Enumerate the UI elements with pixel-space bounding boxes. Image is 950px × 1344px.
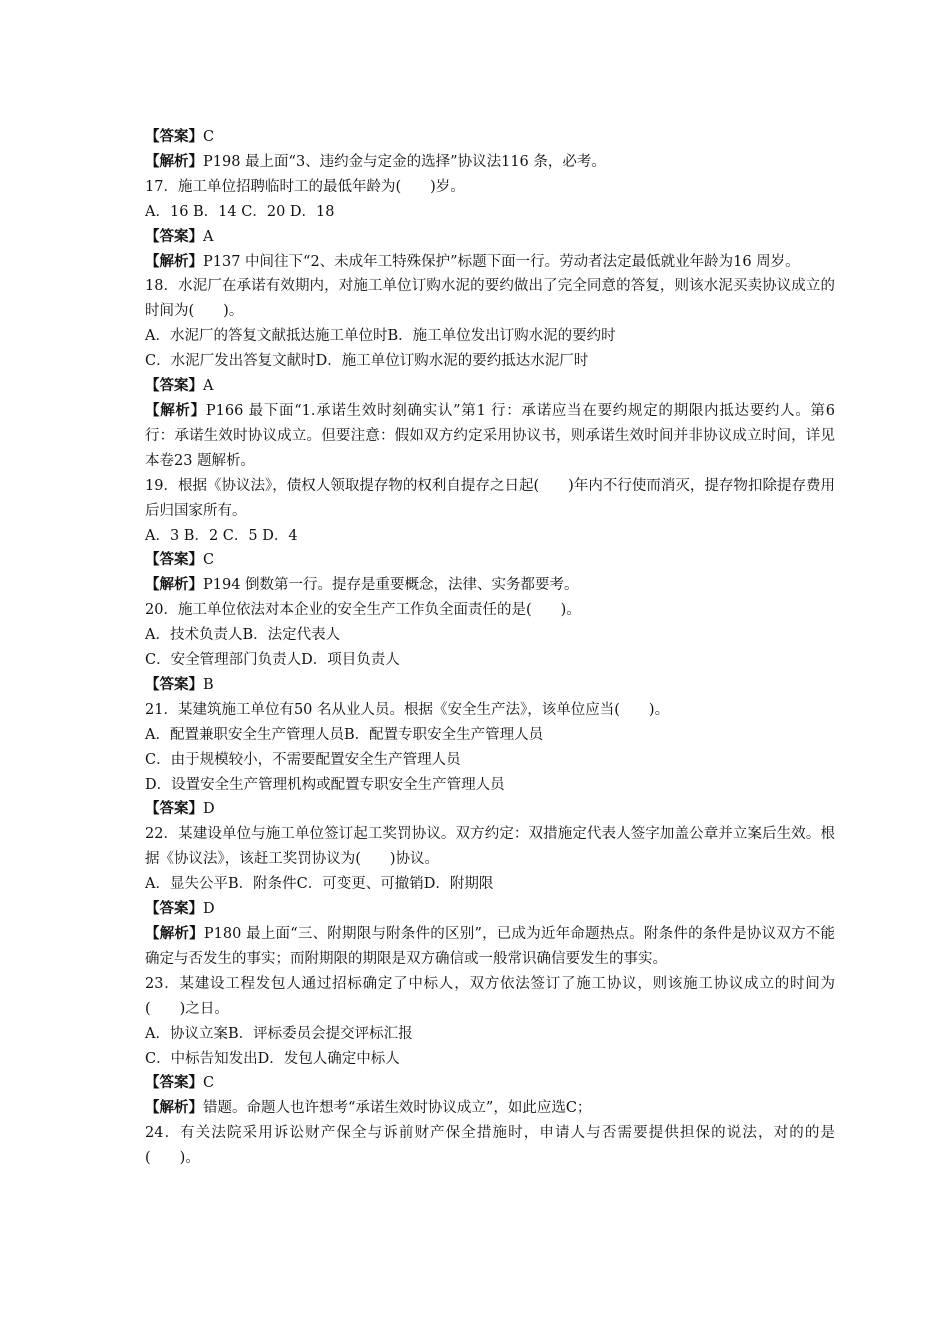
answer-line [145,125,835,150]
question-options: A．16 B．14 C．20 D．18 [145,203,335,220]
question-option: A．技术负责人B．法定代表人 [145,627,341,644]
question-option: A．协议立案B．评标委员会提交评标汇报 [145,1025,413,1042]
question-stem: 19．根据《协议法》，债权人领取提存物的权利自提存之日起( )年内不行使而消灭，提存物扣除提存费用后归国家所有。 [145,477,835,519]
answer-label: 【答案】 [145,377,203,395]
question-option: A．配置兼职安全生产管理人员B．配置专职安全生产管理人员 [145,726,544,743]
question-option: C．由于规模较小，不需要配置安全生产管理人员 [145,751,461,768]
answer-line [145,797,835,822]
question-option: C．水泥厂发出答复文献时D．施工单位订购水泥的要约抵达水泥厂时 [145,353,589,370]
answer-value: A [203,228,214,245]
analysis-label: 【解析】 [145,252,203,270]
answer-value: C [203,1075,215,1092]
question-stem: 22．某建设单位与施工单位签订起工奖罚协议。双方约定：双措施定代表人签字加盖公章并立案后生效。根据《协议法》，该赶工奖罚协议为( )协议。 [145,826,835,868]
analysis-label: 【解析】 [145,1099,203,1117]
analysis-line [145,399,835,474]
answer-line [145,1071,835,1096]
answer-line [145,673,835,698]
analysis-text: P166 最下面“1.承诺生效时刻确实认”第1 行：承诺应当在要约规定的期限内抵达要约人。第6 行：承诺生效时协议成立。但要注意：假如双方约定采用协议书，则承诺生效时间并非协议成立时间，详见本卷23 题解析。 [145,402,835,469]
answer-line [145,225,835,250]
answer-label: 【答案】 [145,800,203,818]
answer-label: 【答案】 [145,227,203,245]
analysis-line [145,250,835,275]
analysis-line [145,922,835,972]
question-option: D．设置安全生产管理机构或配置专职安全生产管理人员 [145,776,505,793]
question-stem: 18．水泥厂在承诺有效期内，对施工单位订购水泥的要约做出了完全同意的答复，则该水泥买卖协议成立的时间为( )。 [145,278,835,320]
answer-value: D [203,801,215,818]
analysis-line [145,573,835,598]
question-stem: 17．施工单位招聘临时工的最低年龄为( )岁。 [145,178,465,195]
document-page [145,125,835,1171]
answer-value: D [203,901,215,918]
answer-value: B [203,676,214,693]
analysis-line [145,1096,835,1121]
question-stem: 21．某建筑施工单位有50 名从业人员。根据《安全生产法》，该单位应当( )。 [145,701,670,718]
question-stem: 20．施工单位依法对本企业的安全生产工作负全面责任的是( )。 [145,602,581,619]
analysis-text: P198 最上面“3、违约金与定金的选择”协议法116 条，必考。 [203,153,606,170]
question-options: A．3 B．2 C．5 D．4 [145,527,298,544]
analysis-label: 【解析】 [145,576,203,594]
question-option: C．安全管理部门负责人D．项目负责人 [145,652,400,669]
analysis-line [145,150,835,175]
answer-line [145,897,835,922]
analysis-text: P194 倒数第一行。提存是重要概念，法律、实务都要考。 [203,577,579,594]
answer-label: 【答案】 [145,128,203,145]
question-options: A．显失公平B．附条件C．可变更、可撤销D．附期限 [145,876,494,893]
question-stem: 24．有关法院采用诉讼财产保全与诉前财产保全措施时，申请人与否需要提供担保的说法，对的的是( )。 [145,1125,835,1167]
answer-line [145,374,835,399]
question-stem: 23．某建设工程发包人通过招标确定了中标人，双方依法签订了施工协议，则该施工协议成立的时间为( )之日。 [145,975,835,1017]
answer-label: 【答案】 [145,1074,203,1092]
answer-value: A [203,378,214,395]
analysis-label: 【解析】 [145,401,206,419]
answer-label: 【答案】 [145,900,203,918]
answer-label: 【答案】 [145,551,203,569]
answer-value: C [203,552,215,569]
analysis-label: 【解析】 [145,925,204,942]
analysis-label: 【解析】 [145,152,203,170]
analysis-text: P137 中间往下“2、未成年工特殊保护”标题下面一行。劳动者法定最低就业年龄为16 周岁。 [203,253,800,270]
analysis-text: P180 最上面“三、附期限与附条件的区别”，已成为近年命题热点。附条件的条件是协议双方不能确定与否发生的事实；而附期限的期限是双方确信或一般常识确信要发生的事实。 [145,926,835,967]
answer-label: 【答案】 [145,675,203,693]
answer-line [145,548,835,573]
question-option: A．水泥厂的答复文献抵达施工单位时B．施工单位发出订购水泥的要约时 [145,328,616,345]
question-option: C．中标告知发出D．发包人确定中标人 [145,1050,400,1067]
answer-value: C [203,129,215,145]
analysis-text: 错题。命题人也许想考“承诺生效时协议成立”，如此应选C； [203,1100,592,1117]
